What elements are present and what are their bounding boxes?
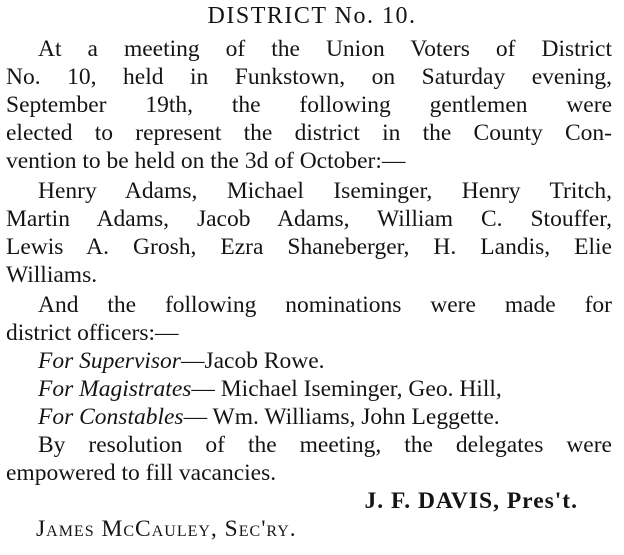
nomination-supervisor: [38, 347, 612, 375]
paragraph-line: No. 10, held in Funkstown, on Saturday evening,: [6, 64, 612, 90]
president-signature: J. F. DAVIS, Pres't.: [364, 488, 578, 514]
nomination-constables: [38, 403, 612, 431]
paragraph-line: district officers:—: [6, 320, 179, 346]
office-label: For Supervisor: [38, 348, 181, 374]
nominee-names: — Wm. Williams, John Leggette.: [183, 404, 500, 430]
delegates-line: Williams.: [6, 262, 98, 288]
nominee-names: — Michael Iseminger, Geo. Hill,: [191, 376, 502, 402]
secretary-signature: James McCauley, Sec'ry.: [36, 516, 297, 542]
office-label: For Constables: [38, 404, 184, 430]
paragraph-line: September 19th, the following gentlemen were: [6, 92, 612, 118]
delegates-line: Lewis A. Grosh, Ezra Shaneberger, H. Landis, Elie: [6, 234, 612, 260]
delegates-line: Henry Adams, Michael Iseminger, Henry Tritch,: [38, 178, 612, 204]
delegates-line: Martin Adams, Jacob Adams, William C. Stouffer,: [6, 206, 612, 232]
nomination-magistrates: [38, 375, 612, 403]
paragraph-line: And the following nominations were made for: [38, 292, 612, 318]
office-label: For Magistrates: [38, 376, 192, 402]
paragraph-line: By resolution of the meeting, the delegates were: [38, 432, 612, 458]
nominee-names: —Jacob Rowe.: [180, 348, 325, 374]
paragraph-line: elected to represent the district in the County Con-: [6, 120, 612, 146]
paragraph-line: At a meeting of the Union Voters of District: [38, 36, 612, 62]
paragraph-line: empowered to fill vacancies.: [6, 460, 277, 486]
section-heading: DISTRICT No. 10.: [207, 3, 417, 29]
paragraph-line: vention to be held on the 3d of October:—: [6, 148, 406, 174]
